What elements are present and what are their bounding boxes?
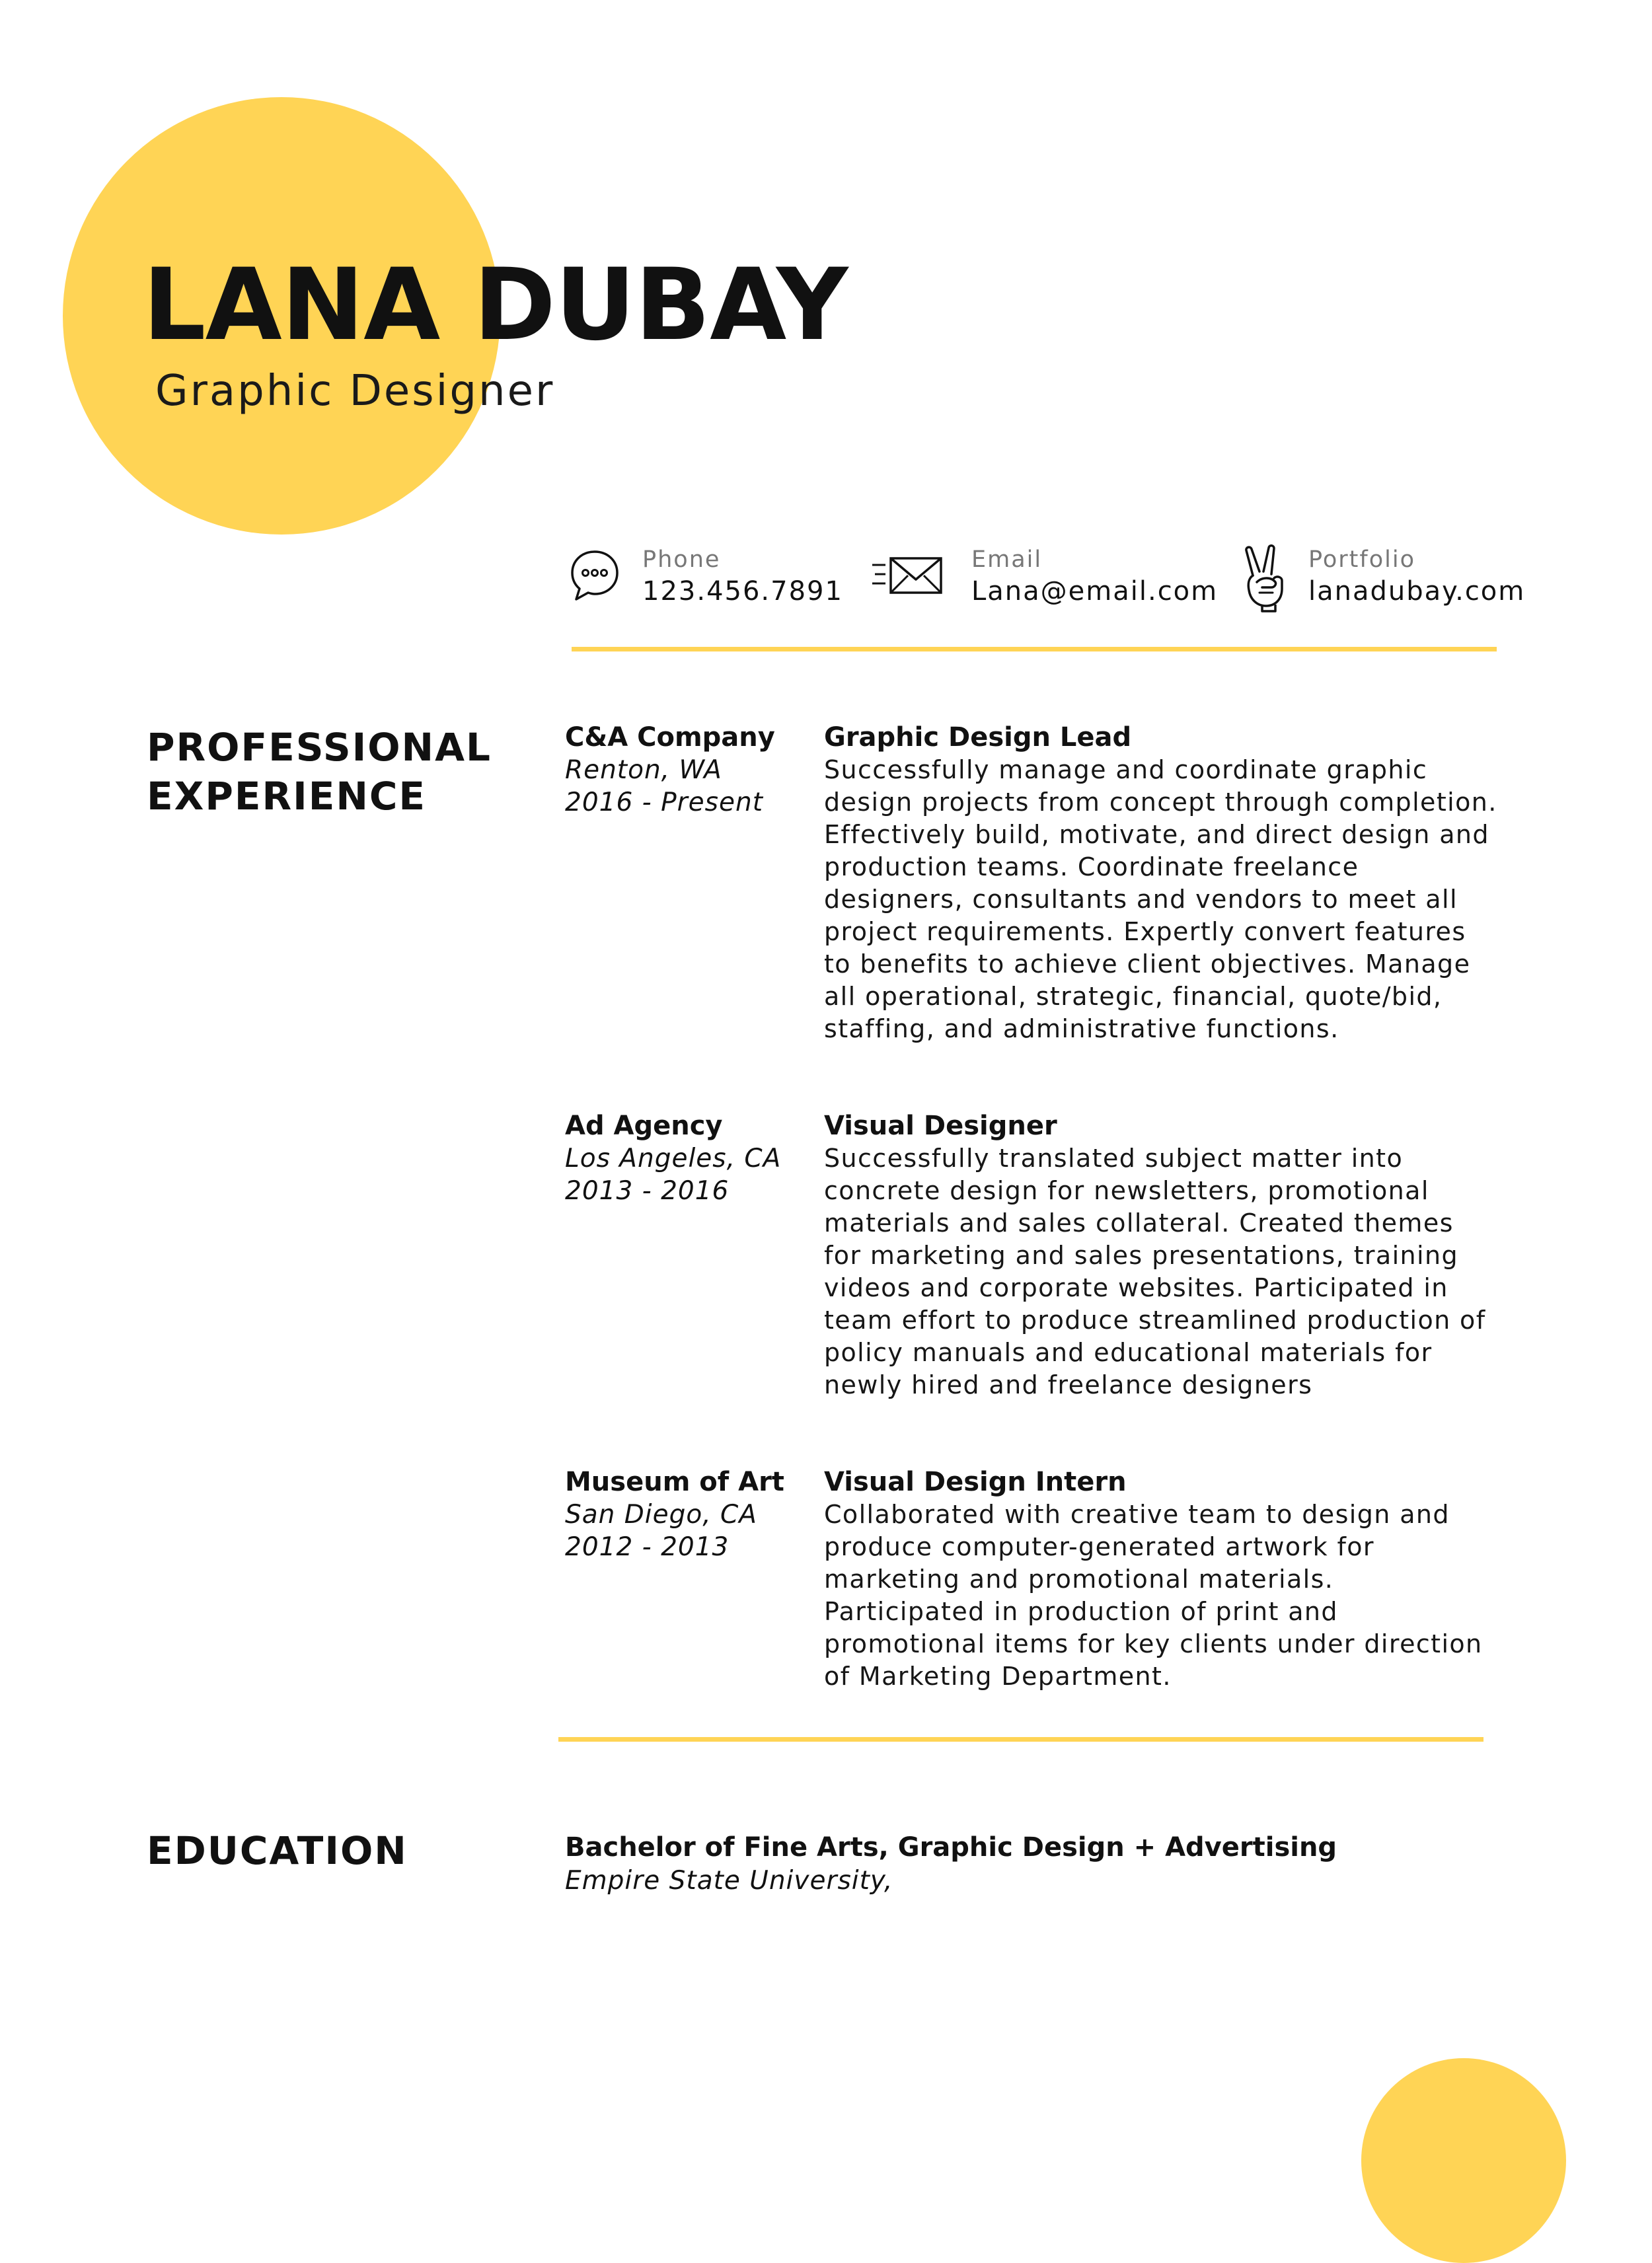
decorative-circle-bottom: [1361, 2058, 1566, 2263]
contact-email-label: Email: [971, 546, 1043, 573]
speech-bubble-icon: [568, 546, 621, 606]
experience-heading-line2: EXPERIENCE: [147, 774, 427, 819]
company-name: C&A Company: [565, 722, 775, 753]
job-dates: 2016 - Present: [565, 788, 763, 817]
experience-entry: [565, 1466, 1510, 1691]
education-degree: Bachelor of Fine Arts, Graphic Design + Advertising: [565, 1832, 1337, 1863]
company-name: Museum of Art: [565, 1467, 784, 1497]
experience-heading: [147, 723, 492, 821]
contact-portfolio-value: lanadubay.com: [1308, 576, 1526, 607]
company-location: Renton, WA: [565, 755, 722, 785]
job-description: Collaborated with creative team to design and produce computer-generated artwork for marketing and promotional materials. Participated in production of print and promotional items for key clients under direction of Marketing Department.: [824, 1500, 1483, 1691]
job-description: Successfully translated subject matter into concrete design for newsletters, promotional materials and sales collateral. Created themes for marketing and sales presentations, training videos and corporate websites. Participated in team effort to produce streamlined production of policy manuals and educational materials for newly hired and freelance designers: [824, 1144, 1486, 1399]
experience-heading-line1: PROFESSIONAL: [147, 725, 492, 770]
job-dates: 2012 - 2013: [565, 1532, 730, 1562]
company-name: Ad Agency: [565, 1111, 723, 1141]
job-role: Visual Designer: [824, 1111, 1057, 1141]
contact-phone-value: 123.456.7891: [642, 576, 843, 607]
divider-contact: [572, 647, 1497, 651]
job-role: Visual Design Intern: [824, 1467, 1127, 1497]
peace-hand-icon: [1242, 544, 1289, 615]
education-heading: EDUCATION: [147, 1828, 408, 1873]
divider-experience: [558, 1737, 1483, 1742]
job-dates: 2013 - 2016: [565, 1176, 730, 1206]
candidate-title: Graphic Designer: [155, 367, 555, 416]
education-school: Empire State University,: [565, 1866, 893, 1896]
contact-portfolio-label: Portfolio: [1308, 546, 1415, 573]
job-role: Graphic Design Lead: [824, 722, 1132, 753]
contact-email: [871, 545, 1219, 618]
job-description: Successfully manage and coordinate graphic design projects from concept through completion. Effectively build, motivate, and direct design and production teams. Coordinate freelance designers, consultants and vendors to meet all project requirements. Expertly convert features to benefits to achieve client objectives. Manage all operational, strategic, financial, quote/bid, staffing, and administrative functions.: [824, 755, 1497, 1043]
candidate-name: LANA DUBAY: [143, 248, 848, 363]
contact-portfolio: [1242, 545, 1526, 618]
contact-phone: [568, 545, 843, 618]
company-location: San Diego, CA: [565, 1500, 757, 1530]
experience-entry: [565, 1110, 1510, 1401]
experience-entry: [565, 722, 1510, 1052]
company-location: Los Angeles, CA: [565, 1144, 782, 1173]
contact-phone-label: Phone: [642, 546, 721, 573]
contact-email-value: Lana@email.com: [971, 576, 1219, 607]
envelope-icon: [871, 554, 944, 601]
